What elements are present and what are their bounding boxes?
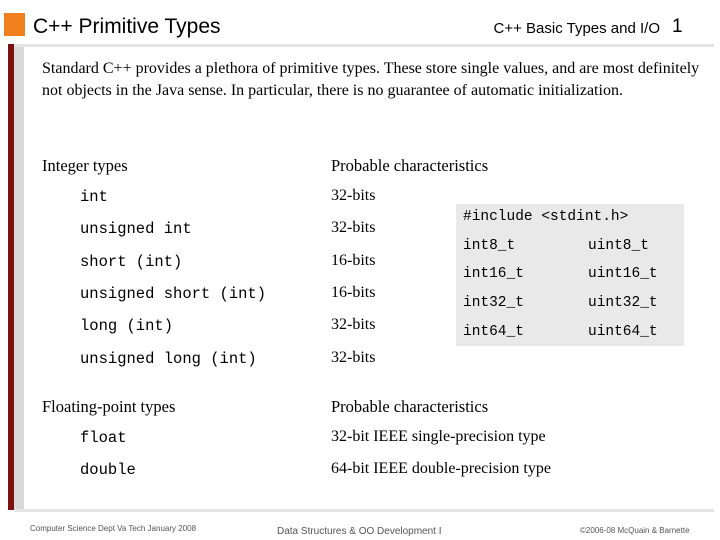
- float-characteristics-heading: Probable characteristics: [331, 397, 489, 416]
- double-type-name: double: [80, 461, 136, 479]
- float-types-heading: Floating-point types: [42, 397, 176, 416]
- left-bar-shadow: [14, 44, 24, 510]
- int-bits: 32-bits: [331, 187, 376, 204]
- double-description: 64-bit IEEE double-precision type: [331, 460, 551, 477]
- unsigned-int-bits: 32-bits: [331, 219, 376, 236]
- bottom-divider: [14, 509, 714, 512]
- unsigned-short-type-name: unsigned short (int): [80, 285, 267, 303]
- long-type-name: long (int): [80, 317, 174, 335]
- footer-center: Data Structures & OO Development I: [277, 526, 442, 537]
- unsigned-long-type-name: unsigned long (int): [80, 350, 257, 368]
- stdint-signed-type: int16_t: [463, 266, 524, 282]
- integer-types-heading: Integer types: [42, 156, 128, 175]
- short-type-name: short (int): [80, 253, 183, 271]
- page-number: 1: [672, 16, 683, 37]
- float-type-name: float: [80, 429, 127, 447]
- footer-left: Computer Science Dept Va Tech January 2008: [30, 524, 197, 533]
- course-section-label: C++ Basic Types and I/O: [493, 20, 660, 37]
- stdint-unsigned-type: uint32_t: [588, 295, 658, 311]
- int-type-name: int: [80, 188, 108, 206]
- unsigned-long-bits: 32-bits: [331, 349, 376, 366]
- stdint-signed-type: int64_t: [463, 324, 524, 340]
- stdint-signed-type: int8_t: [463, 238, 516, 254]
- unsigned-int-type-name: unsigned int: [80, 220, 192, 238]
- integer-characteristics-heading: Probable characteristics: [331, 156, 489, 175]
- stdint-include-line: #include <stdint.h>: [463, 209, 629, 225]
- stdint-unsigned-type: uint16_t: [588, 266, 658, 282]
- stdint-signed-type: int32_t: [463, 295, 524, 311]
- long-bits: 32-bits: [331, 316, 376, 333]
- stdint-unsigned-type: uint8_t: [588, 238, 649, 254]
- slide-title: C++ Primitive Types: [33, 15, 221, 38]
- footer-right: ©2006-08 McQuain & Barnette: [580, 526, 690, 535]
- orange-accent-square: [4, 13, 25, 36]
- short-bits: 16-bits: [331, 252, 376, 269]
- float-description: 32-bit IEEE single-precision type: [331, 428, 546, 445]
- unsigned-short-bits: 16-bits: [331, 284, 376, 301]
- stdint-code-box: [456, 204, 684, 346]
- stdint-unsigned-type: uint64_t: [588, 324, 658, 340]
- intro-paragraph: Standard C++ provides a plethora of primitive types. These store single values, and are most definitely not objects in the Java sense. In particular, there is no guarantee of automatic initialization.: [42, 60, 700, 99]
- top-divider: [14, 44, 714, 47]
